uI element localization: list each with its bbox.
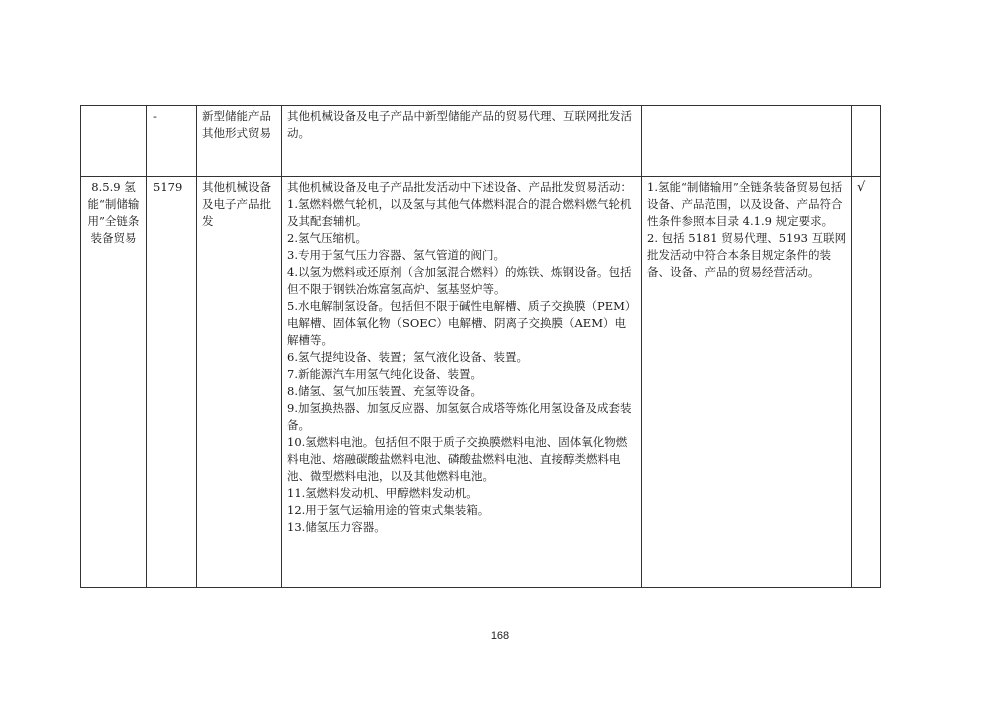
description-line: 12.用于氢气运输用途的管束式集装箱。 (287, 503, 490, 517)
description-line: 1.氢燃料燃气轮机，以及氢与其他气体燃料混合的混合燃料燃气轮机及其配套辅机。 (287, 197, 632, 228)
description-line: 13.储氢压力容器。 (287, 520, 386, 534)
note-line: 2. 包括 5181 贸易代理、5193 互联网批发活动中符合本条目规定条件的装备、设备、产品的贸易经营活动。 (647, 231, 847, 279)
product-cell: 其他机械设备及电子产品批发 (197, 177, 282, 588)
note-line: 1.氢能“制储输用”全链条装备贸易包括设备、产品范围，以及设备、产品符合性条件参照本目录 4.1.9 规定要求。 (647, 180, 843, 228)
table-row (81, 177, 881, 588)
category-cell (81, 106, 147, 177)
description-cell (282, 177, 642, 588)
description-line: 8.储氢、氢气加压装置、充氢等设备。 (287, 384, 482, 398)
checkmark-icon: √ (852, 177, 881, 588)
catalog-table (80, 105, 881, 588)
code-cell: 5179 (147, 177, 197, 588)
description-line: 其他机械设备及电子产品批发活动中下述设备、产品批发贸易活动： (287, 180, 632, 194)
description-line: 6.氢气提纯设备、装置；氢气液化设备、装置。 (287, 350, 528, 364)
description-line: 9.加氢换热器、加氢反应器、加氢氨合成塔等炼化用氢设备及成套装备。 (287, 401, 632, 432)
description-line: 3.专用于氢气压力容器、氢气管道的阀门。 (287, 248, 505, 262)
description-line: 10.氢燃料电池。包括但不限于质子交换膜燃料电池、固体氧化物燃料电池、熔融碳酸盐燃料电池、磷酸盐燃料电池、直接醇类燃料电池、微型燃料电池，以及其他燃料电池。 (287, 435, 628, 483)
product-cell: 新型储能产品其他形式贸易 (197, 106, 282, 177)
description-line: 2.氢气压缩机。 (287, 231, 367, 245)
category-cell: 8.5.9 氢能“制储输用”全链条装备贸易 (81, 177, 147, 588)
description-cell: 其他机械设备及电子产品中新型储能产品的贸易代理、互联网批发活动。 (282, 106, 642, 177)
page-number: 168 (490, 630, 510, 642)
description-line: 5.水电解制氢设备。包括但不限于碱性电解槽、质子交换膜（PEM）电解槽、固体氧化物（SOEC）电解槽、阴离子交换膜（AEM）电解槽等。 (287, 299, 637, 347)
notes-cell (642, 177, 852, 588)
code-cell: - (147, 106, 197, 177)
description-line: 7.新能源汽车用氢气纯化设备、装置。 (287, 367, 482, 381)
notes-cell (642, 106, 852, 177)
table-row (81, 106, 881, 177)
description-line: 4.以氢为燃料或还原剂（含加氢混合燃料）的炼铁、炼钢设备。包括但不限于钢铁冶炼富氢高炉、氢基竖炉等。 (287, 265, 632, 296)
description-line: 11.氢燃料发动机、甲醇燃料发动机。 (287, 486, 478, 500)
mark-cell (852, 106, 881, 177)
